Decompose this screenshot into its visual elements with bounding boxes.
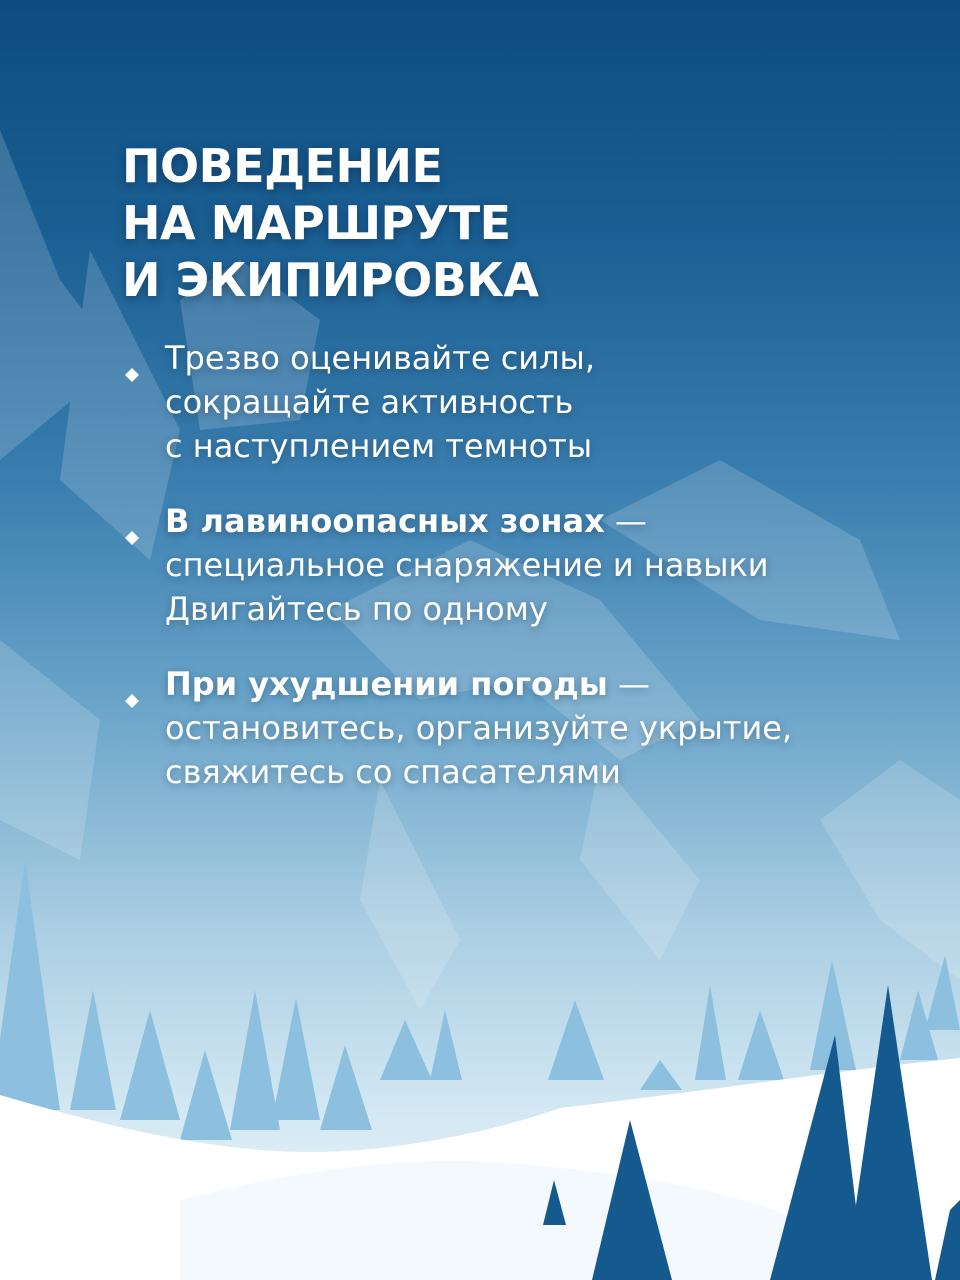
item-line: с наступлением темноты	[165, 427, 593, 465]
item-bold-text: При ухудшении погоды	[165, 665, 608, 703]
diamond-bullet-icon	[124, 676, 140, 692]
diamond-bullet-icon	[124, 350, 140, 366]
item-line: остановитесь, организуйте укрытие,	[165, 709, 793, 747]
item-line: Трезво оценивайте силы,	[165, 339, 595, 377]
item-dash: —	[607, 665, 650, 703]
item-bold-text: В лавиноопасных зонах	[165, 502, 605, 540]
page-title	[122, 138, 538, 309]
title-line: И ЭКИПИРОВКА	[122, 253, 539, 307]
diamond-bullet-icon	[124, 513, 140, 529]
title-line: НА МАРШРУТЕ	[122, 196, 511, 250]
tips-list	[122, 336, 922, 794]
list-item-avalanche-zones	[122, 499, 922, 631]
list-item-bad-weather	[122, 662, 922, 794]
title-line: ПОВЕДЕНИЕ	[122, 139, 443, 193]
item-dash: —	[604, 502, 647, 540]
list-item-assess-strength	[122, 336, 922, 468]
item-line: сокращайте активность	[165, 383, 574, 421]
item-heading-line	[165, 662, 922, 706]
item-line: специальное снаряжение и навыки	[165, 546, 769, 584]
item-heading-line	[165, 499, 922, 543]
item-line: Двигайтесь по одному	[165, 590, 548, 628]
item-line: свяжитесь со спасателями	[165, 753, 621, 791]
